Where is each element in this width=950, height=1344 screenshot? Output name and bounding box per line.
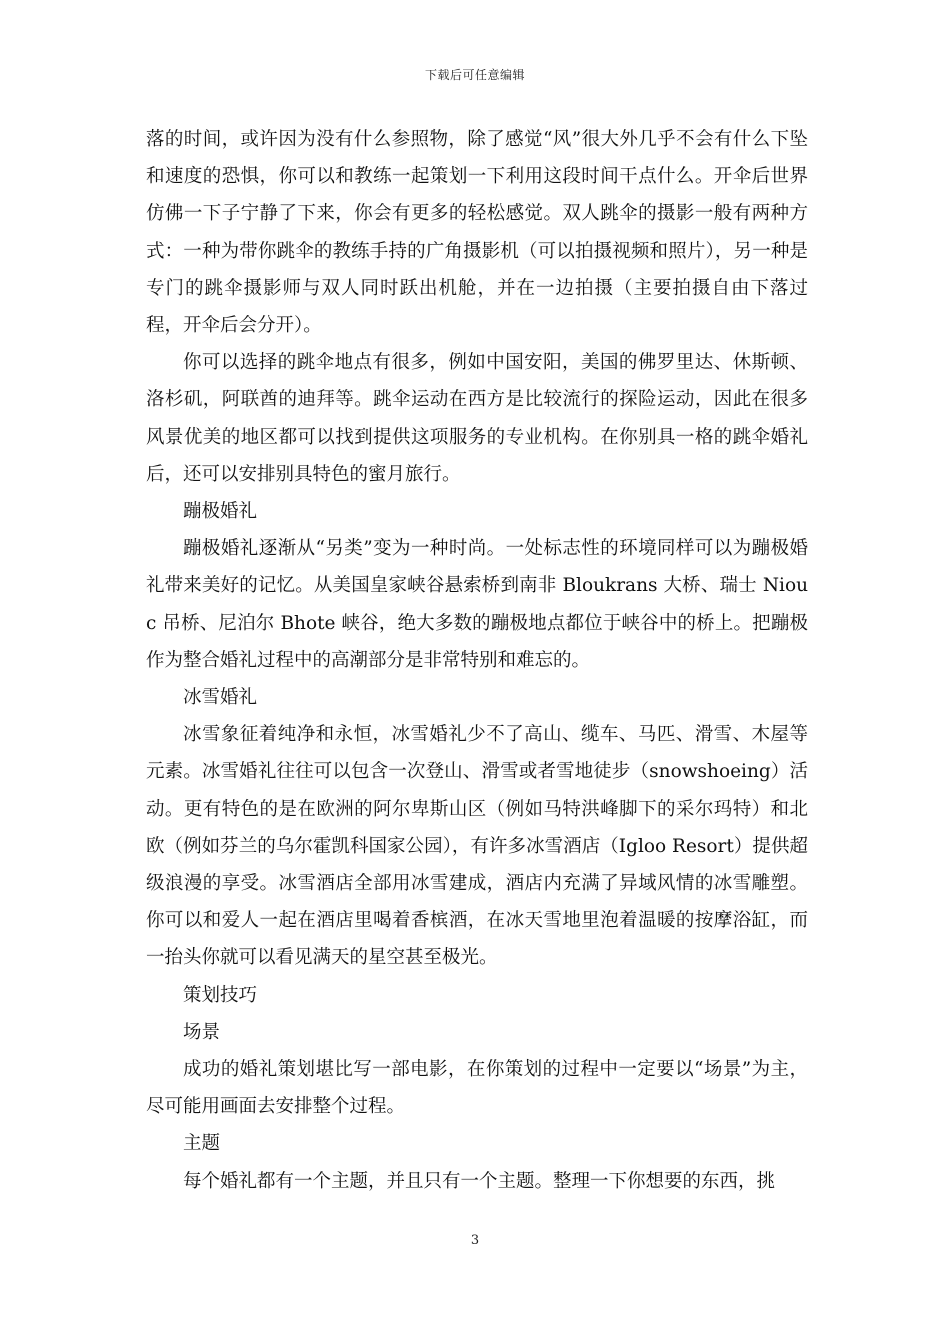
- heading-ice-wedding: 冰雪婚礼: [183, 687, 258, 709]
- paragraph-theme: 每个婚礼都有一个主题，并且只有一个主题。整理一下你想要的东西，挑: [183, 1170, 776, 1192]
- heading-planning-tips: 策划技巧: [183, 984, 258, 1006]
- paragraph-scene: 成功的婚礼策划堪比写一部电影，在你策划的过程中一定要以“场景”为主，尽可能用画面去安排整个过程。: [146, 1059, 808, 1118]
- page-header: 下载后可任意编辑: [424, 68, 525, 82]
- paragraph-ice-wedding: 冰雪象征着纯净和永恒，冰雪婚礼少不了高山、缆车、马匹、滑雪、木屋等元素。冰雪婚礼往往可以包含一次登山、滑雪或者雪地徒步（snowshoeing）活动。更有特色的是在欧洲的阿尔卑斯山区（例如马特洪峰脚下的采尔玛特）和北欧（例如芬兰的乌尔霍凯科国家公园），有许多冰雪酒店（Igloo Resort）提供超级浪漫的享受。冰雪酒店全部用冰雪建成，酒店内充满了异域风情的冰雪雕塑。你可以和爱人一起在酒店里喝着香槟酒，在冰天雪地里泡着温暖的按摩浴缸，而一抬头你就可以看见满天的星空甚至极光。: [146, 724, 808, 969]
- document-body: [146, 121, 808, 1200]
- page-number: 3: [470, 1233, 480, 1248]
- heading-scene: 场景: [183, 1021, 221, 1043]
- paragraph-skydiving-locations: 你可以选择的跳伞地点有很多，例如中国安阳，美国的佛罗里达、休斯顿、洛杉矶，阿联酋的迪拜等。跳伞运动在西方是比较流行的探险运动，因此在很多风景优美的地区都可以找到提供这项服务的专业机构。在你别具一格的跳伞婚礼后，还可以安排别具特色的蜜月旅行。: [146, 352, 808, 485]
- heading-bungee-wedding: 蹦极婚礼: [183, 501, 258, 523]
- heading-theme: 主题: [183, 1133, 221, 1155]
- paragraph-bungee-wedding: 蹦极婚礼逐渐从“另类”变为一种时尚。一处标志性的环境同样可以为蹦极婚礼带来美好的记忆。从美国皇家峡谷悬索桥到南非 Bloukrans 大桥、瑞士 Niouc 吊桥、尼泊尔 Bhote 峡谷，绝大多数的蹦极地点都位于峡谷中的桥上。把蹦极作为整合婚礼过程中的高潮部分是非常特别和难忘的。: [146, 538, 808, 671]
- paragraph-skydiving-continued: 落的时间，或许因为没有什么参照物，除了感觉“风”很大外几乎不会有什么下坠和速度的恐惧，你可以和教练一起策划一下利用这段时间干点什么。开伞后世界仿佛一下子宁静了下来，你会有更多的轻松感觉。双人跳伞的摄影一般有两种方式：一种为带你跳伞的教练手持的广角摄影机（可以拍摄视频和照片），另一种是专门的跳伞摄影师与双人同时跃出机舱，并在一边拍摄（主要拍摄自由下落过程，开伞后会分开）。: [146, 129, 808, 337]
